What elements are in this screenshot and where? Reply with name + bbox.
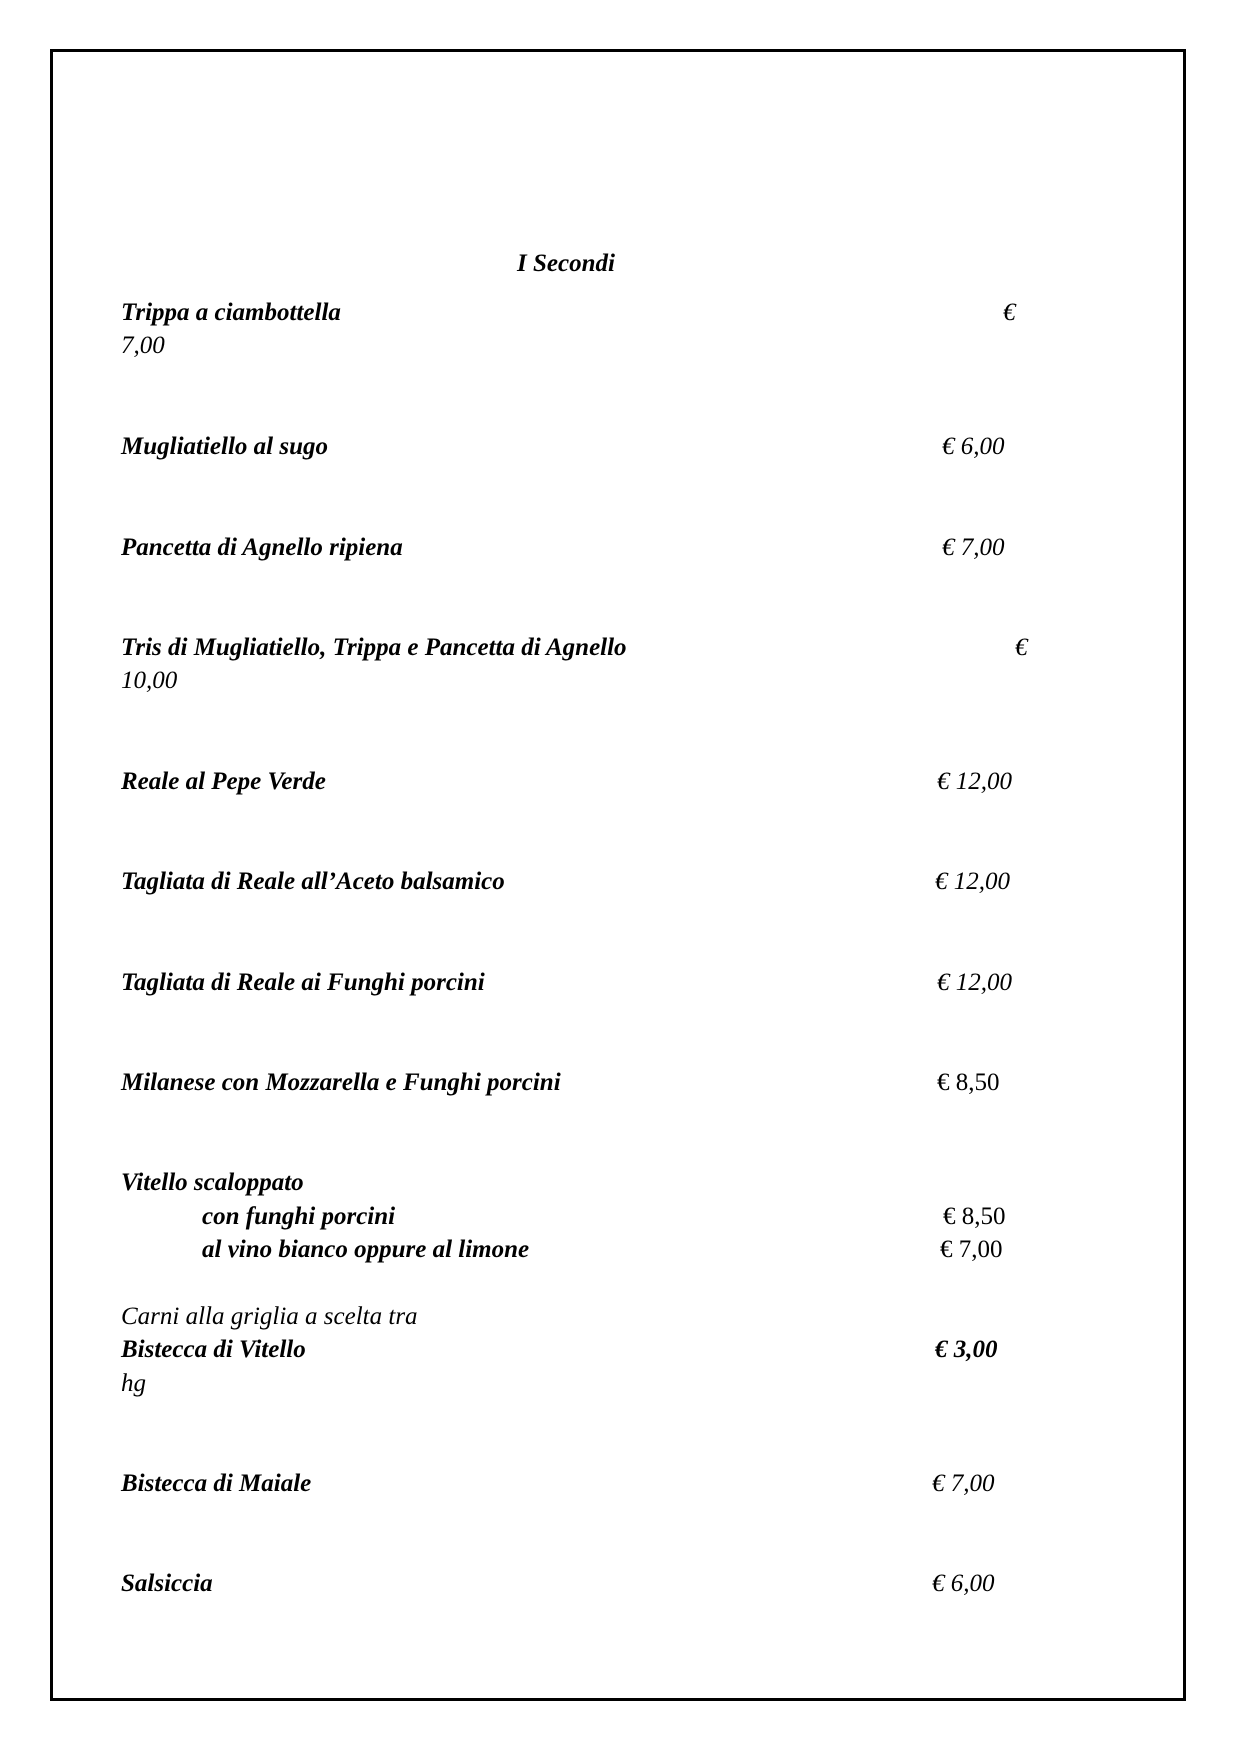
item-unit: hg: [121, 1370, 146, 1397]
item-price: 10,00: [121, 667, 178, 694]
item-name: Tris di Mugliatiello, Trippa e Pancetta di Agnello: [121, 634, 627, 661]
item-name: Mugliatiello al sugo: [121, 433, 328, 460]
menu-title: I Secondi: [517, 250, 615, 277]
item-price: 7,00: [121, 332, 165, 359]
item-price: € 12,00: [937, 768, 1012, 795]
item-variant-name: al vino bianco oppure al limone: [202, 1236, 530, 1263]
item-variant-price: € 7,00: [940, 1236, 1003, 1263]
item-name: Vitello scaloppato: [121, 1169, 304, 1196]
item-price: € 12,00: [935, 868, 1010, 895]
item-price: € 6,00: [942, 433, 1005, 460]
item-variant-price: € 8,50: [943, 1203, 1006, 1230]
item-name: Bistecca di Maiale: [121, 1470, 312, 1497]
item-price: € 3,00: [935, 1336, 998, 1363]
item-price: € 6,00: [932, 1570, 995, 1597]
item-name: Bistecca di Vitello: [121, 1336, 306, 1363]
item-price: € 7,00: [942, 534, 1005, 561]
item-name: Milanese con Mozzarella e Funghi porcini: [121, 1069, 561, 1096]
item-variant-name: con funghi porcini: [202, 1203, 396, 1230]
item-name: Pancetta di Agnello ripiena: [121, 534, 403, 561]
item-price: € 7,00: [932, 1470, 995, 1497]
item-price: € 12,00: [937, 969, 1012, 996]
item-name: Tagliata di Reale all’Aceto balsamico: [121, 868, 505, 895]
item-price: € 8,50: [937, 1069, 1000, 1096]
item-currency: €: [1003, 299, 1016, 326]
grill-intro: Carni alla griglia a scelta tra: [121, 1303, 418, 1330]
item-currency: €: [1015, 634, 1028, 661]
item-name: Salsiccia: [121, 1570, 213, 1597]
item-name: Reale al Pepe Verde: [121, 768, 326, 795]
item-name: Trippa a ciambottella: [121, 299, 341, 326]
item-name: Tagliata di Reale ai Funghi porcini: [121, 969, 485, 996]
